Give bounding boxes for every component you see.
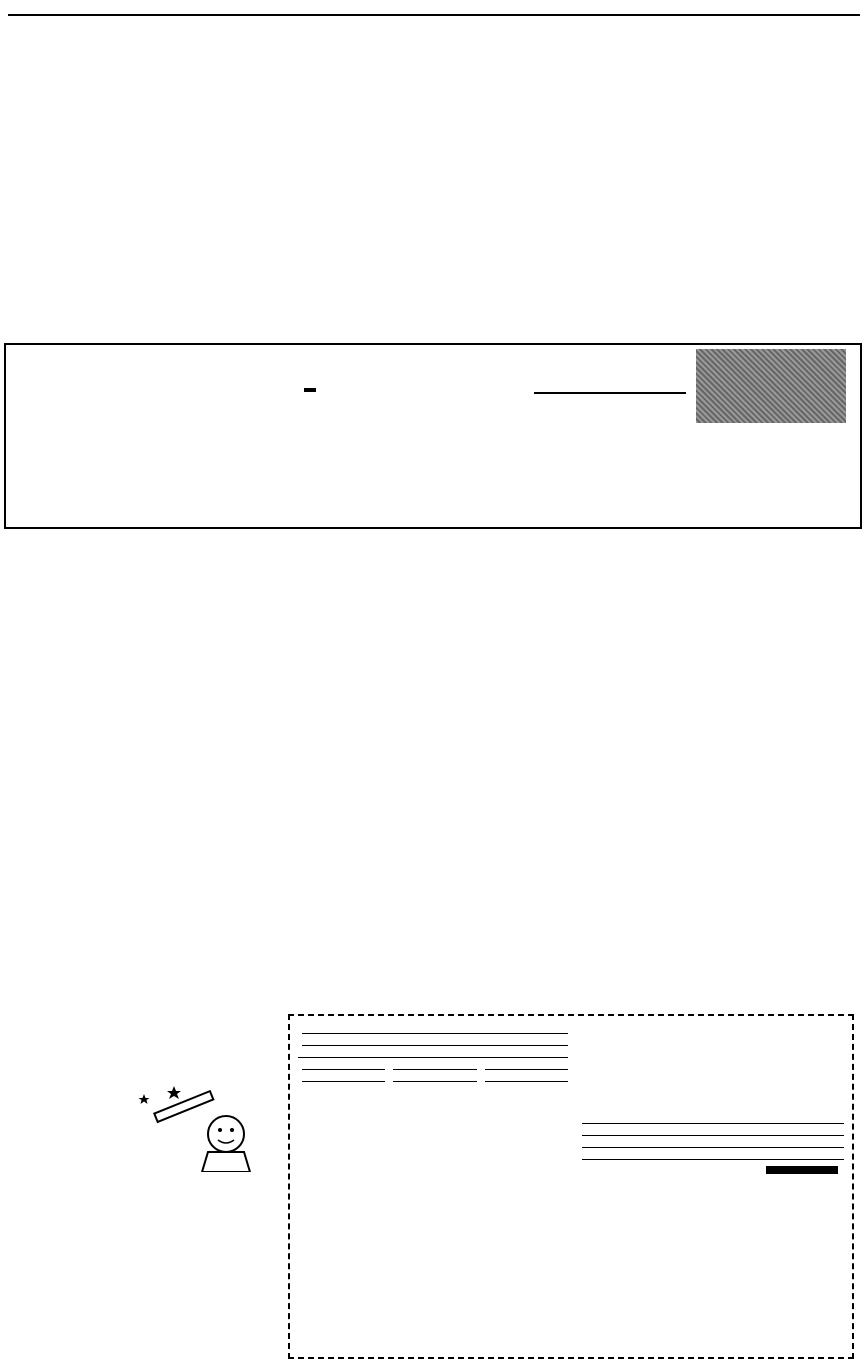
address-field[interactable] (298, 1037, 568, 1046)
personals-section (4, 515, 864, 1010)
page-header (8, 0, 860, 16)
banner-cost (534, 392, 686, 394)
personal-scene-banner (4, 343, 862, 529)
address-line-2[interactable] (298, 1049, 568, 1058)
astronomer-illustration (134, 1082, 264, 1172)
phone-field[interactable] (298, 1073, 568, 1082)
bottom-section (4, 1012, 864, 1365)
order-coupon (288, 1014, 854, 1359)
couple-photo (696, 349, 846, 423)
city-state-zip-field[interactable] (298, 1061, 568, 1070)
name-field[interactable] (298, 1025, 568, 1034)
banner-tagline (304, 388, 316, 392)
help-wanted-section (4, 42, 864, 342)
adcopy-bar (766, 1166, 838, 1174)
banner-disclaimer (6, 479, 860, 493)
adcopy-lines[interactable] (582, 1112, 844, 1160)
